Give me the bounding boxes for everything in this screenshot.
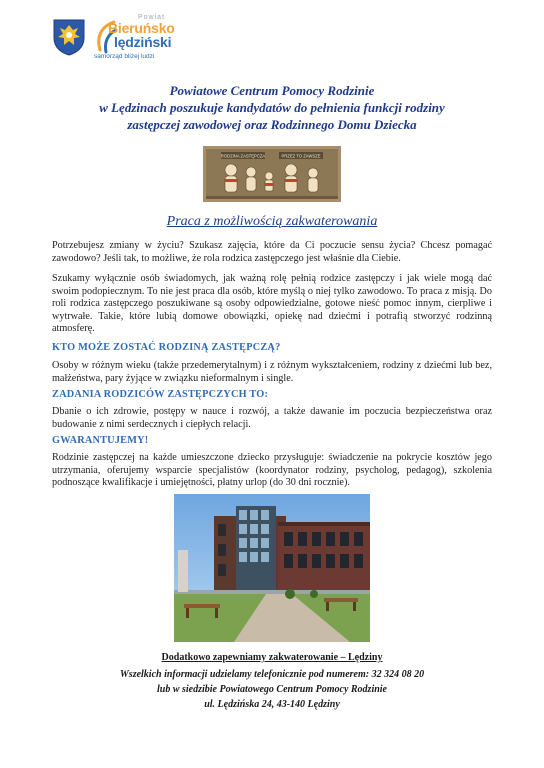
logo-name-line2: lędziński	[114, 34, 172, 50]
building-photo	[174, 494, 370, 642]
family-banner-image	[203, 146, 341, 202]
contact-office-line: lub w siedzibie Powiatowego Centrum Pomocy Rodzinie	[156, 684, 387, 695]
banner-label-left: RODZINA ZASTĘPCZA	[220, 153, 266, 159]
tasks-heading: ZADANIA RODZICÓW ZASTĘPCZYCH TO:	[52, 389, 269, 400]
contact-address-line: ul. Lędzińska 24, 43-140 Lędziny	[204, 699, 340, 710]
who-heading: KTO MOŻE ZOSTAĆ RODZINĄ ZASTĘPCZĄ?	[52, 342, 281, 353]
title-line-1: Powiatowe Centrum Pomocy Rodzinie	[169, 83, 375, 98]
title-line-2: w Lędzinach poszukuje kandydatów do pełnienia funkcji rodziny	[99, 100, 445, 115]
tasks-text: Dbanie o ich zdrowie, postępy w nauce i rozwój, a także dawanie im poczucia bezpieczeństwa oraz budowanie z nimi serdecznych i ciepłych relacji.	[52, 406, 492, 430]
accommodation-note: Dodatkowo zapewniamy zakwaterowanie – Lędziny	[161, 652, 383, 663]
banner-label-right: PRZEZ TO ZAWSZE	[281, 153, 321, 159]
intro-paragraph-1: Potrzebujesz zmiany w życiu? Szukasz zajęcia, które da Ci poczucie sensu życia? Chcesz pomagać zawodowo? Jeśli tak, to możliwe, że rola rodzica zastępczego jest właśnie dla Ciebie.	[52, 240, 492, 264]
who-text: Osoby w różnym wieku (także przedemerytalnym) i z różnym wykształceniem, rodziny z dziećmi lub bez, małżeństwa, pary żyjące w związku nieformalnym i single.	[52, 360, 492, 384]
logo-tagline: samorząd bliżej ludzi	[94, 53, 155, 60]
guarantee-heading: GWARANTUJEMY!	[52, 435, 149, 446]
subtitle: Praca z możliwością zakwaterowania	[166, 214, 378, 229]
intro-paragraph-2: Szukamy wyłącznie osób świadomych, jak ważną rolę pełnią rodzice zastępczy i jak wiele mogą dać swoim podopiecznym. To nie jest praca dla osób, które myślą o niej tylko zawodowo. To praca z misją. Do roli rodzica zastępczego poszukiwane są osoby odpowiedzialne, gotowe nieść pomoc innym, cierpliwe i wytrwałe. Takie, które lubią domowe obowiązki, opiekę nad dziećmi i potrafią stworzyć rodzinną atmosferę.	[52, 273, 492, 335]
logo-powiat-text: Powiat	[138, 14, 166, 21]
guarantee-text: Rodzinie zastępczej na każde umieszczone dziecko przysługuje: świadczenie na pokrycie kosztów jego utrzymania, oferujemy wsparcie specjalistów (koordynator rodziny, psycholog, pedagog), szkolenia podnoszące kwalifikacje i umiejętności, płatny urlop (do 30 dni rocznie).	[52, 452, 492, 489]
coat-of-arms-icon	[52, 18, 86, 56]
powiat-logo	[94, 14, 204, 60]
logo-name-line1: Bieruńsko	[108, 20, 175, 36]
title-line-3: zastępczej zawodowej oraz Rodzinnego Domu Dziecka	[127, 117, 417, 132]
contact-phone-line: Wszelkich informacji udzielamy telefonicznie pod numerem: 32 324 08 20	[119, 669, 425, 680]
page-title	[40, 82, 504, 133]
